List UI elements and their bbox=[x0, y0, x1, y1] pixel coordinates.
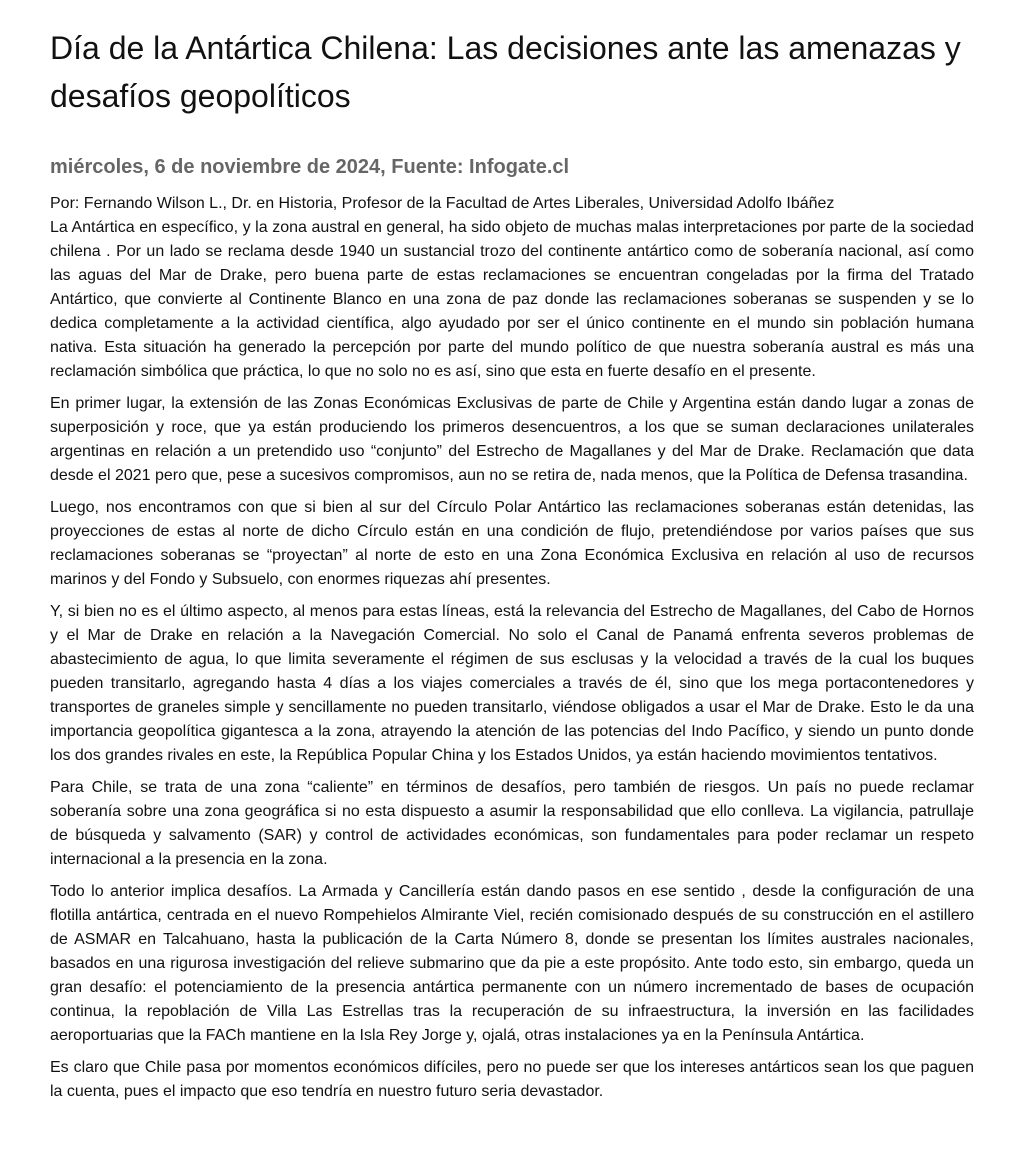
article-paragraph: Es claro que Chile pasa por momentos económicos difíciles, pero no puede ser que los intereses antárticos sean los que paguen la cuenta, pues el impacto que eso tendría en nuestro futuro seria devastador. bbox=[50, 1059, 974, 1100]
article-title: Día de la Antártica Chilena: Las decisiones ante las amenazas y desafíos geopolíticos bbox=[50, 30, 961, 114]
article-paragraph: En primer lugar, la extensión de las Zonas Económicas Exclusivas de parte de Chile y Argentina están dando lugar a zonas de superposición y roce, que ya están produciendo los primeros desencuentros, a los que se suman declaraciones unilaterales argentinas en relación a un pretendido uso “conjunto” del Estrecho de Magallanes y del Mar de Drake. Reclamación que data desde el 2021 pero que, pese a sucesivos compromisos, aun no se retira de, nada menos, que la Política de Defensa trasandina. bbox=[50, 395, 974, 484]
article-paragraph: Todo lo anterior implica desafíos. La Armada y Cancillería están dando pasos en ese sentido , desde la configuración de una flotilla antártica, centrada en el nuevo Rompehielos Almirante Viel, recién comisionado después de su construcción en el astillero de ASMAR en Talcahuano, hasta la publicación de la Carta Número 8, donde se presentan los límites australes nacionales, basados en una rigurosa investigación del relieve submarino que da pie a este propósito. Ante todo esto, sin embargo, queda un gran desafío: el potenciamiento de la presencia antártica permanente con un número incrementado de bases de ocupación continua, la repoblación de Villa Las Estrellas tras la recuperación de su infraestructura, la inversión en las facilidades aeroportuarias que la FACh mantiene en la Isla Rey Jorge y, ojalá, otras instalaciones ya en la Península Antártica. bbox=[50, 883, 974, 1044]
article bbox=[50, 0, 974, 1112]
article-paragraph: Para Chile, se trata de una zona “caliente” en términos de desafíos, pero también de riesgos. Un país no puede reclamar soberanía sobre una zona geográfica si no esta dispuesto a asumir la responsabilidad que ello conlleva. La vigilancia, patrullaje de búsqueda y salvamento (SAR) y control de actividades económicas, son fundamentales para poder reclamar un respeto internacional a la presencia en la zona. bbox=[50, 779, 974, 868]
article-paragraph: La Antártica en específico, y la zona austral en general, ha sido objeto de muchas malas interpretaciones por parte de la sociedad chilena . Por un lado se reclama desde 1940 un sustancial trozo del continente antártico como de soberanía nacional, así como las aguas del Mar de Drake, pero buena parte de estas reclamaciones se encuentran congeladas por la firma del Tratado Antártico, que convierte al Continente Blanco en una zona de paz donde las reclamaciones soberanas se suspenden y se lo dedica completamente a la actividad científica, algo ayudado por ser el único continente en el mundo sin población humana nativa. Esta situación ha generado la percepción por parte del mundo político de que nuestra soberanía austral es más una reclamación simbólica que práctica, lo que no solo no es así, sino que esta en fuerte desafío en el presente. bbox=[50, 219, 974, 380]
article-author: Por: Fernando Wilson L., Dr. en Historia, Profesor de la Facultad de Artes Liberales, Universidad Adolfo Ibáñez bbox=[50, 195, 835, 212]
article-paragraph: Y, si bien no es el último aspecto, al menos para estas líneas, está la relevancia del Estrecho de Magallanes, del Cabo de Hornos y el Mar de Drake en relación a la Navegación Comercial. No solo el Canal de Panamá enfrenta severos problemas de abastecimiento de agua, lo que limita severamente el régimen de sus esclusas y la velocidad a través de la cual los buques pueden transitarlo, agregando hasta 4 días a los viajes comerciales a través de él, sino que los mega portacontenedores y transportes de graneles simple y sencillamente no pueden transitarlo, viéndose obligados a usar el Mar de Drake. Esto le da una importancia geopolítica gigantesca a la zona, atrayendo la atención de las potencias del Indo Pacífico, y siendo un punto donde los dos grandes rivales en este, la República Popular China y los Estados Unidos, ya están haciendo movimientos tentativos. bbox=[50, 603, 974, 764]
article-paragraph: Luego, nos encontramos con que si bien al sur del Círculo Polar Antártico las reclamaciones soberanas están detenidas, las proyecciones de estas al norte de dicho Círculo están en una condición de flujo, pretendiéndose por varios países que sus reclamaciones soberanas se “proyectan” al norte de esto en una Zona Económica Exclusiva en relación al uso de recursos marinos y del Fondo y Subsuelo, con enormes riquezas ahí presentes. bbox=[50, 499, 974, 588]
article-date-source: miércoles, 6 de noviembre de 2024, Fuente: Infogate.cl bbox=[50, 156, 570, 178]
